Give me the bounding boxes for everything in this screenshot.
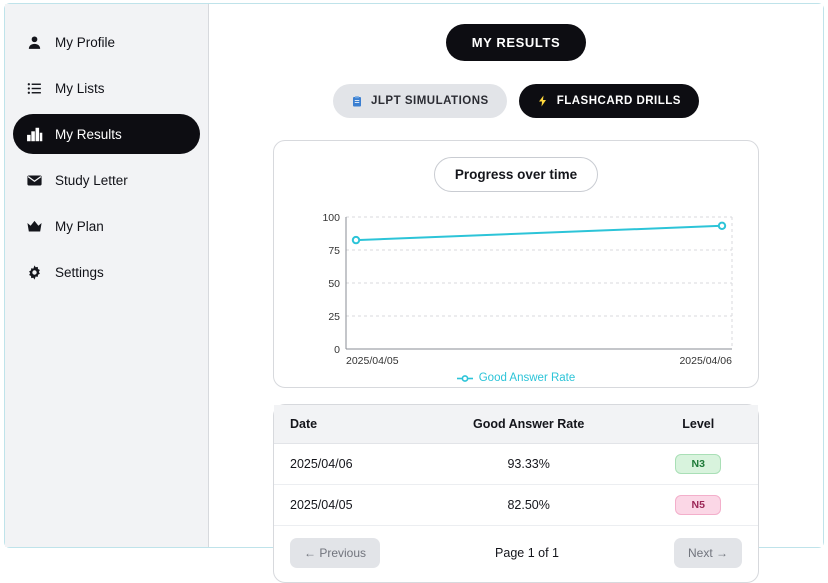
table-header-row: [274, 405, 758, 444]
table-row[interactable]: [274, 444, 758, 485]
clipboard-icon: [351, 95, 363, 108]
tab-flashcard-drills[interactable]: [519, 84, 699, 118]
line-chart-svg: [294, 208, 746, 378]
table-row[interactable]: [274, 485, 758, 526]
tab-bar: [273, 84, 759, 118]
page-title[interactable]: MY RESULTS: [446, 24, 587, 61]
bar-chart-icon: [25, 125, 43, 143]
list-icon: [25, 79, 43, 97]
sidebar-item-my-profile[interactable]: [13, 22, 200, 62]
envelope-icon: [25, 171, 43, 189]
svg-text:100: 100: [322, 212, 340, 224]
svg-text:0: 0: [334, 344, 340, 356]
cell-rate: 82.50%: [419, 485, 639, 526]
cell-rate: 93.33%: [419, 444, 639, 485]
table-header: [274, 405, 758, 444]
sidebar-item-my-plan[interactable]: [13, 206, 200, 246]
status-badge: N3: [675, 454, 721, 474]
pagination: [274, 526, 758, 582]
sidebar-item-label: My Profile: [55, 34, 116, 50]
sidebar-item-label: Study Letter: [55, 172, 128, 188]
user-icon: [25, 33, 43, 51]
browser-frame: [4, 3, 824, 560]
table-body: [274, 444, 758, 526]
sidebar-item-my-lists[interactable]: [13, 68, 200, 108]
sidebar-item-study-letter[interactable]: [13, 160, 200, 200]
cell-level: [638, 444, 758, 485]
main-content: [209, 4, 823, 560]
cell-date: 2025/04/06: [274, 444, 419, 485]
lightning-icon: [537, 94, 549, 108]
svg-text:2025/04/05: 2025/04/05: [346, 355, 399, 367]
next-page-button[interactable]: Next →: [674, 538, 742, 568]
column-header-good-answer-rate: Good Answer Rate: [419, 405, 639, 444]
status-badge: N5: [675, 495, 721, 515]
column-header-level: Level: [638, 405, 758, 444]
sidebar-item-label: My Plan: [55, 218, 104, 234]
svg-text:2025/04/06: 2025/04/06: [679, 355, 732, 367]
results-table-card: [273, 404, 759, 583]
crown-icon: [25, 217, 43, 235]
progress-chart-card: [273, 140, 759, 388]
svg-text:25: 25: [328, 311, 340, 323]
cell-level: [638, 485, 758, 526]
tab-label: JLPT SIMULATIONS: [371, 95, 489, 107]
tab-label: FLASHCARD DRILLS: [556, 95, 681, 107]
chart-title: Progress over time: [434, 157, 598, 192]
results-table: [274, 405, 758, 526]
cell-date: 2025/04/05: [274, 485, 419, 526]
sidebar-item-label: My Lists: [55, 80, 105, 96]
sidebar-item-label: Settings: [55, 264, 104, 280]
tab-jlpt-simulations[interactable]: [333, 84, 507, 118]
content-column: [273, 24, 759, 583]
column-header-date: Date: [274, 405, 419, 444]
sidebar-item-settings[interactable]: [13, 252, 200, 292]
svg-text:50: 50: [328, 278, 340, 290]
sidebar: [5, 4, 209, 547]
sidebar-item-my-results[interactable]: [13, 114, 200, 154]
svg-text:75: 75: [328, 245, 340, 257]
gear-icon: [25, 263, 43, 281]
previous-page-button[interactable]: ← Previous: [290, 538, 380, 568]
sidebar-item-label: My Results: [55, 126, 122, 142]
legend-label: Good Answer Rate: [478, 372, 576, 384]
page-info: Page 1 of 1: [495, 546, 559, 560]
chart-plot-area: [294, 208, 738, 368]
